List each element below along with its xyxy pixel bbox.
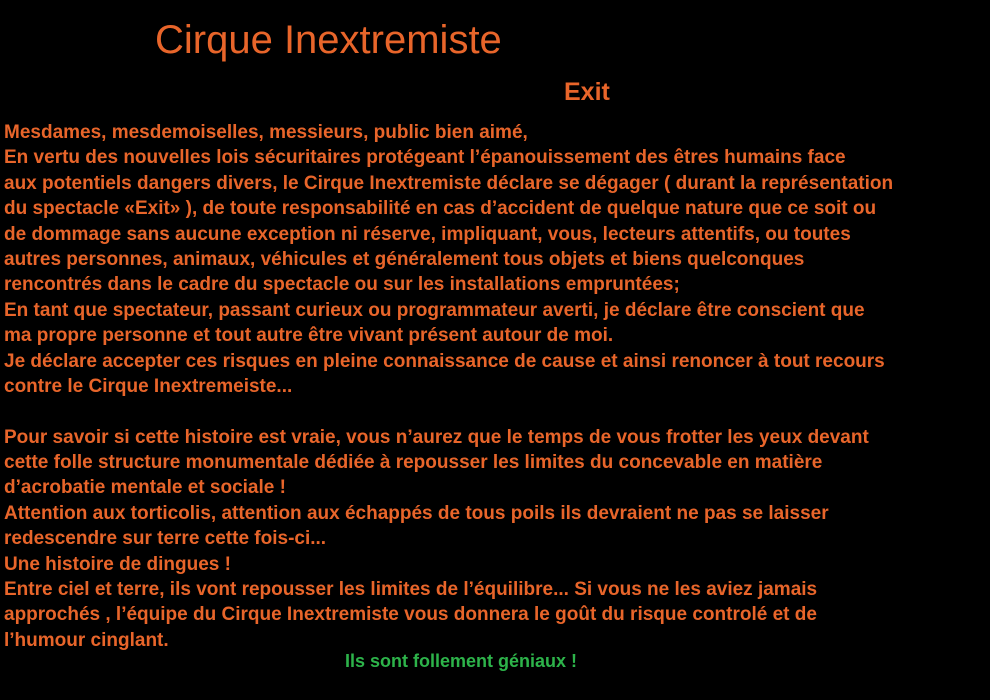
text-line: de dommage sans aucune exception ni réserve, impliquant, vous, lecteurs attentifs, ou toutes <box>4 223 851 245</box>
text-line: l’humour cinglant. <box>4 629 169 651</box>
text-line: Une histoire de dingues ! <box>4 553 231 575</box>
text-line: redescendre sur terre cette fois-ci... <box>4 528 327 550</box>
text-line: Pour savoir si cette histoire est vraie, vous n’aurez que le temps de vous frotter les yeux devant <box>4 426 869 448</box>
text-line: du spectacle «Exit» ), de toute responsabilité en cas d’accident de quelque nature que ce soit ou <box>4 198 877 220</box>
text-line: contre le Cirque Inextremeiste... <box>4 375 293 397</box>
text-line: Mesdames, mesdemoiselles, messieurs, public bien aimé, <box>4 122 528 143</box>
text-line: En vertu des nouvelles lois sécuritaires protégeant l’épanouissement des êtres humains face <box>4 147 846 169</box>
text-line: autres personnes, animaux, véhicules et généralement tous objets et biens quelconques <box>4 248 805 270</box>
page-title: Cirque Inextremiste <box>155 18 502 62</box>
text-line: aux potentiels dangers divers, le Cirque Inextremiste déclare se dégager ( durant la représentation <box>4 172 894 194</box>
text-line: Attention aux torticolis, attention aux échappés de tous poils ils devraient ne pas se laisser <box>4 502 829 524</box>
paragraph-gap <box>4 399 988 424</box>
show-title: Exit <box>564 78 610 106</box>
text-line: rencontrés dans le cadre du spectacle ou sur les installations empruntées; <box>4 274 680 296</box>
text-line: ma propre personne et tout autre être vivant présent autour de moi. <box>4 325 614 347</box>
text-line: cette folle structure monumentale dédiée à repousser les limites du concevable en matière <box>4 452 823 474</box>
text-line: approchés , l’équipe du Cirque Inextremiste vous donnera le goût du risque controlé et de <box>4 604 817 626</box>
text-line: Entre ciel et terre, ils vont repousser les limites de l’équilibre... Si vous ne les aviez jamais <box>4 579 818 601</box>
tagline: Ils sont follement géniaux ! <box>345 651 578 671</box>
text-line: Je déclare accepter ces risques en pleine connaissance de cause et ainsi renoncer à tout recours <box>4 350 885 372</box>
text-line: En tant que spectateur, passant curieux ou programmateur averti, je déclare être conscient que <box>4 299 865 321</box>
disclaimer-text <box>4 120 988 653</box>
text-line: d’acrobatie mentale et sociale ! <box>4 477 286 499</box>
